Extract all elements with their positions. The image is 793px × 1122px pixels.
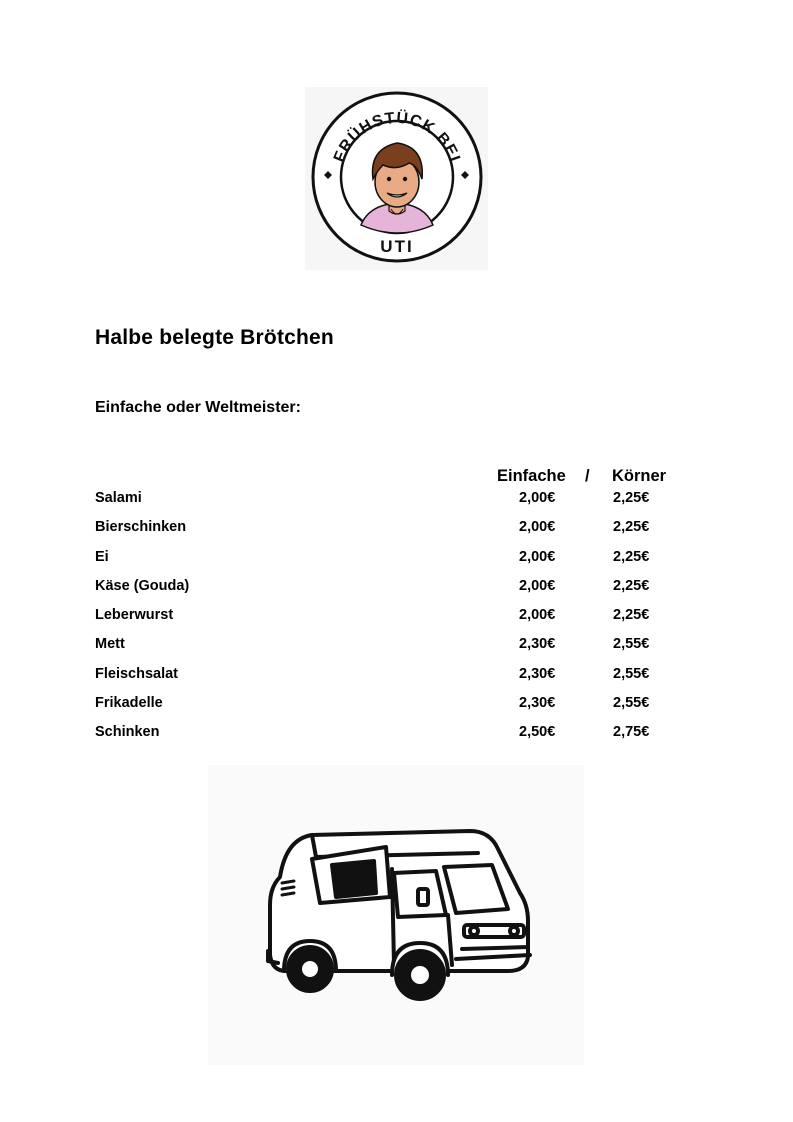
- menu-row: [95, 517, 695, 546]
- price-einfache: 2,30€: [519, 695, 556, 712]
- price-koerner: 2,25€: [613, 490, 650, 506]
- logo-top-text: FRÜHSTÜCK BEI: [330, 109, 464, 165]
- price-einfache: 2,00€: [519, 548, 556, 565]
- subtitle: Einfache oder Weltmeister:: [95, 399, 301, 416]
- logo-emblem: [305, 87, 488, 270]
- menu-list: [95, 488, 695, 752]
- menu-row: [95, 547, 695, 576]
- menu-row: [95, 634, 695, 663]
- price-einfache: 2,00€: [519, 607, 556, 624]
- price-koerner: 2,25€: [613, 577, 650, 594]
- item-name: Leberwurst: [95, 607, 174, 624]
- price-koerner: 2,75€: [613, 724, 650, 741]
- price-einfache: 2,30€: [519, 665, 556, 682]
- van-illustration: [208, 765, 584, 1065]
- item-name: Ei: [95, 548, 109, 565]
- column-headers: [497, 467, 666, 486]
- page-title: Halbe belegte Brötchen: [95, 326, 334, 349]
- logo-bottom-text: UTI: [380, 237, 414, 256]
- price-koerner: 2,55€: [613, 695, 650, 712]
- price-koerner: 2,55€: [613, 665, 650, 682]
- price-einfache: 2,30€: [519, 636, 556, 653]
- column-header-koerner: Körner: [612, 467, 667, 485]
- item-name: Käse (Gouda): [95, 577, 190, 594]
- price-koerner: 2,25€: [613, 519, 650, 536]
- price-einfache: 2,50€: [519, 724, 556, 741]
- menu-row: [95, 722, 695, 751]
- menu-row: [95, 488, 695, 517]
- price-koerner: 2,25€: [613, 607, 650, 624]
- menu-row: [95, 664, 695, 693]
- price-koerner: 2,25€: [613, 548, 650, 565]
- price-einfache: 2,00€: [519, 519, 556, 536]
- price-koerner: 2,55€: [613, 636, 650, 653]
- fruehstueck-bei-uti-logo: [305, 87, 488, 270]
- price-einfache: 2,00€: [519, 490, 556, 506]
- column-header-separator: /: [585, 467, 590, 485]
- item-name: Bierschinken: [95, 519, 187, 536]
- column-header-einfache: Einfache: [497, 467, 566, 485]
- menu-row: [95, 576, 695, 605]
- item-name: Mett: [95, 636, 125, 653]
- item-name: Fleischsalat: [95, 665, 179, 682]
- menu-row: [95, 693, 695, 722]
- item-name: Salami: [95, 490, 142, 506]
- menu-row: [95, 605, 695, 634]
- price-einfache: 2,00€: [519, 577, 556, 594]
- camper-van-icon: [208, 765, 584, 1065]
- item-name: Schinken: [95, 724, 160, 741]
- item-name: Frikadelle: [95, 695, 163, 712]
